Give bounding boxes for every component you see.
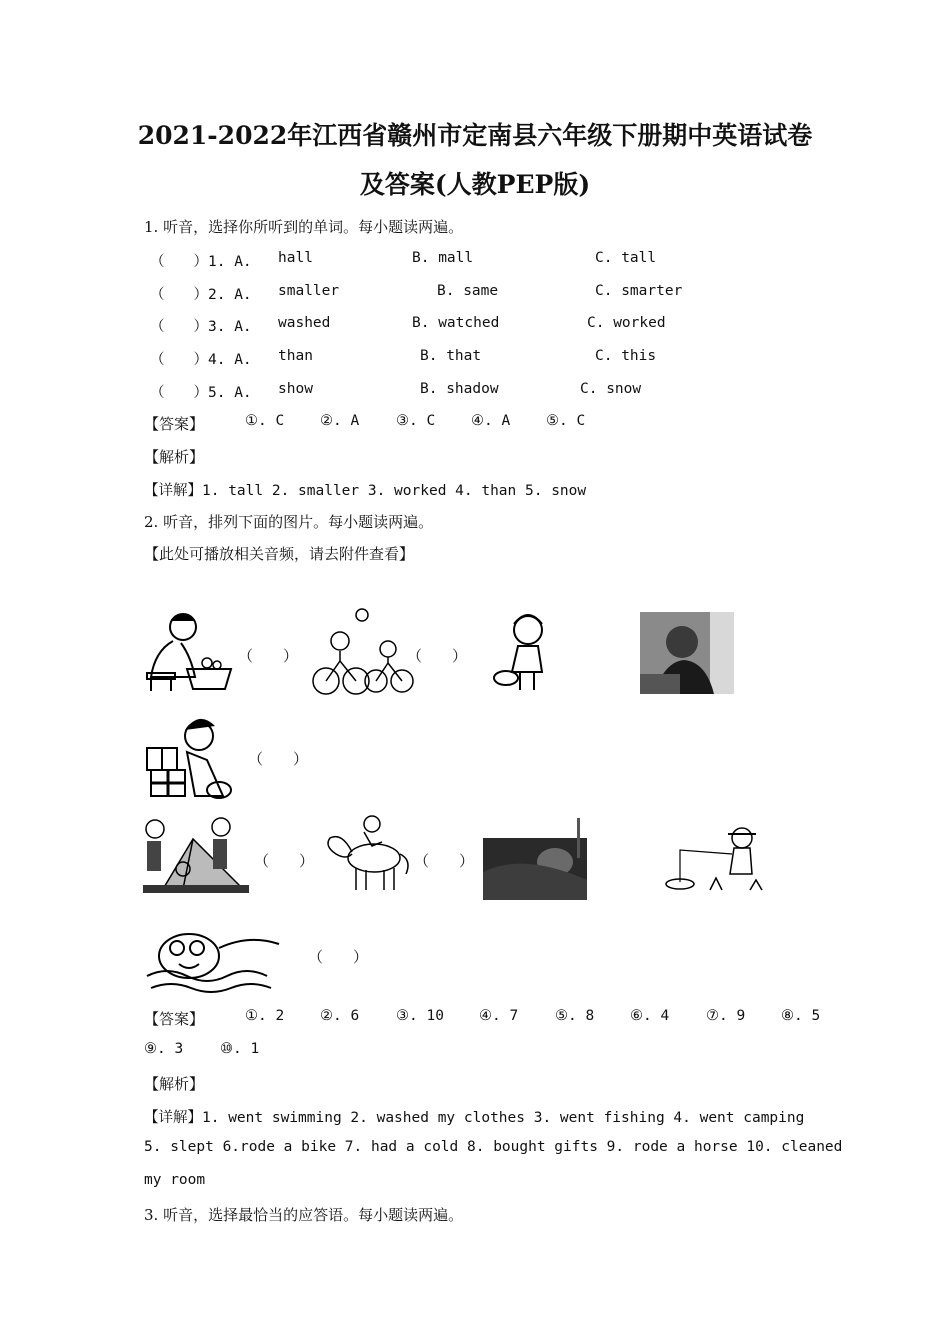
q1-detail: 【详解】1. tall 2. smaller 3. worked 4. than 5. snow (144, 483, 587, 499)
q1-option-b: B. same (437, 283, 499, 299)
q2-answer-3: ③. 10 (396, 1008, 444, 1024)
q2-answer-2: ②. 6 (320, 1008, 360, 1024)
q2-analysis-label: 【解析】 (144, 1075, 205, 1093)
q1-item-prefix: （ ）5. A. (150, 385, 252, 401)
q2-heading: 2. 听音，排列下面的图片。每小题读两遍。 (144, 513, 434, 531)
fishing-picture (660, 820, 770, 898)
q2-paren: （ ） (238, 647, 299, 665)
q1-item-prefix: （ ）4. A. (150, 352, 252, 368)
q2-detail-line-3: my room (144, 1172, 206, 1188)
q2-answer-10: ⑩. 1 (220, 1041, 260, 1057)
q2-answer-6: ⑥. 4 (630, 1008, 670, 1024)
q1-option-c: C. this (595, 348, 657, 364)
q1-option-a: hall (278, 250, 313, 266)
having-cold-picture (640, 612, 734, 694)
q1-option-a: smaller (278, 283, 340, 299)
q1-option-c: C. tall (595, 250, 657, 266)
q1-option-c: C. smarter (595, 283, 683, 299)
q1-option-c: C. worked (587, 315, 666, 331)
page-title-line-2: 及答案(人教PEP版) (359, 170, 591, 199)
riding-bikes-picture (310, 605, 414, 699)
q1-option-a: washed (278, 315, 331, 331)
q1-answer-3: ③. C (396, 413, 436, 429)
q1-answer-4: ④. A (471, 413, 511, 429)
q2-paren: （ ） (414, 852, 475, 870)
q3-heading: 3. 听音，选择最恰当的应答语。每小题读两遍。 (144, 1206, 464, 1224)
q1-analysis-label: 【解析】 (144, 448, 205, 466)
q2-audio-note: 【此处可播放相关音频，请去附件查看】 (144, 545, 415, 563)
q1-answer-1: ①. C (245, 413, 285, 429)
q1-item-prefix: （ ）1. A. (150, 254, 252, 270)
q2-answer-8: ⑧. 5 (781, 1008, 821, 1024)
q2-answer-5: ⑤. 8 (555, 1008, 595, 1024)
q1-option-b: B. shadow (420, 381, 499, 397)
q1-heading: 1. 听音，选择你所听到的单词。每小题读两遍。 (144, 218, 464, 236)
q2-paren: （ ） (407, 647, 468, 665)
q1-item-prefix: （ ）2. A. (150, 287, 252, 303)
page-title-line-1: 2021-2022年江西省赣州市定南县六年级下册期中英语试卷 (137, 121, 813, 150)
sleeping-picture (483, 818, 587, 900)
q1-option-b: B. mall (412, 250, 474, 266)
q1-item-prefix: （ ）3. A. (150, 319, 252, 335)
swimming-picture (143, 918, 283, 994)
q1-option-b: B. watched (412, 315, 500, 331)
q2-detail-line-2: 5. slept 6.rode a bike 7. had a cold 8. bought gifts 9. rode a horse 10. cleaned (144, 1139, 843, 1155)
q2-paren: （ ） (308, 948, 369, 966)
q2-paren: （ ） (254, 852, 315, 870)
q1-option-a: than (278, 348, 313, 364)
q2-answer-9: ⑨. 3 (144, 1041, 184, 1057)
q2-answer-1: ①. 2 (245, 1008, 285, 1024)
washing-clothes-picture (143, 605, 235, 695)
q2-answer-4: ④. 7 (479, 1008, 519, 1024)
q1-option-b: B. that (420, 348, 482, 364)
q1-answer-5: ⑤. C (546, 413, 586, 429)
q1-answer-label: 【答案】 (144, 415, 205, 433)
riding-horse-picture (322, 812, 412, 896)
q2-paren: （ ） (248, 750, 309, 768)
camping-picture (143, 815, 249, 893)
buying-gifts-picture (143, 712, 235, 804)
q2-answer-label: 【答案】 (144, 1010, 205, 1028)
q1-answer-2: ②. A (320, 413, 360, 429)
q1-option-a: show (278, 381, 313, 397)
q2-answer-7: ⑦. 9 (706, 1008, 746, 1024)
q1-option-c: C. snow (580, 381, 642, 397)
q2-detail-line-1: 【详解】1. went swimming 2. washed my clothes 3. went fishing 4. went camping (144, 1110, 805, 1126)
cleaning-room-picture (492, 608, 560, 694)
